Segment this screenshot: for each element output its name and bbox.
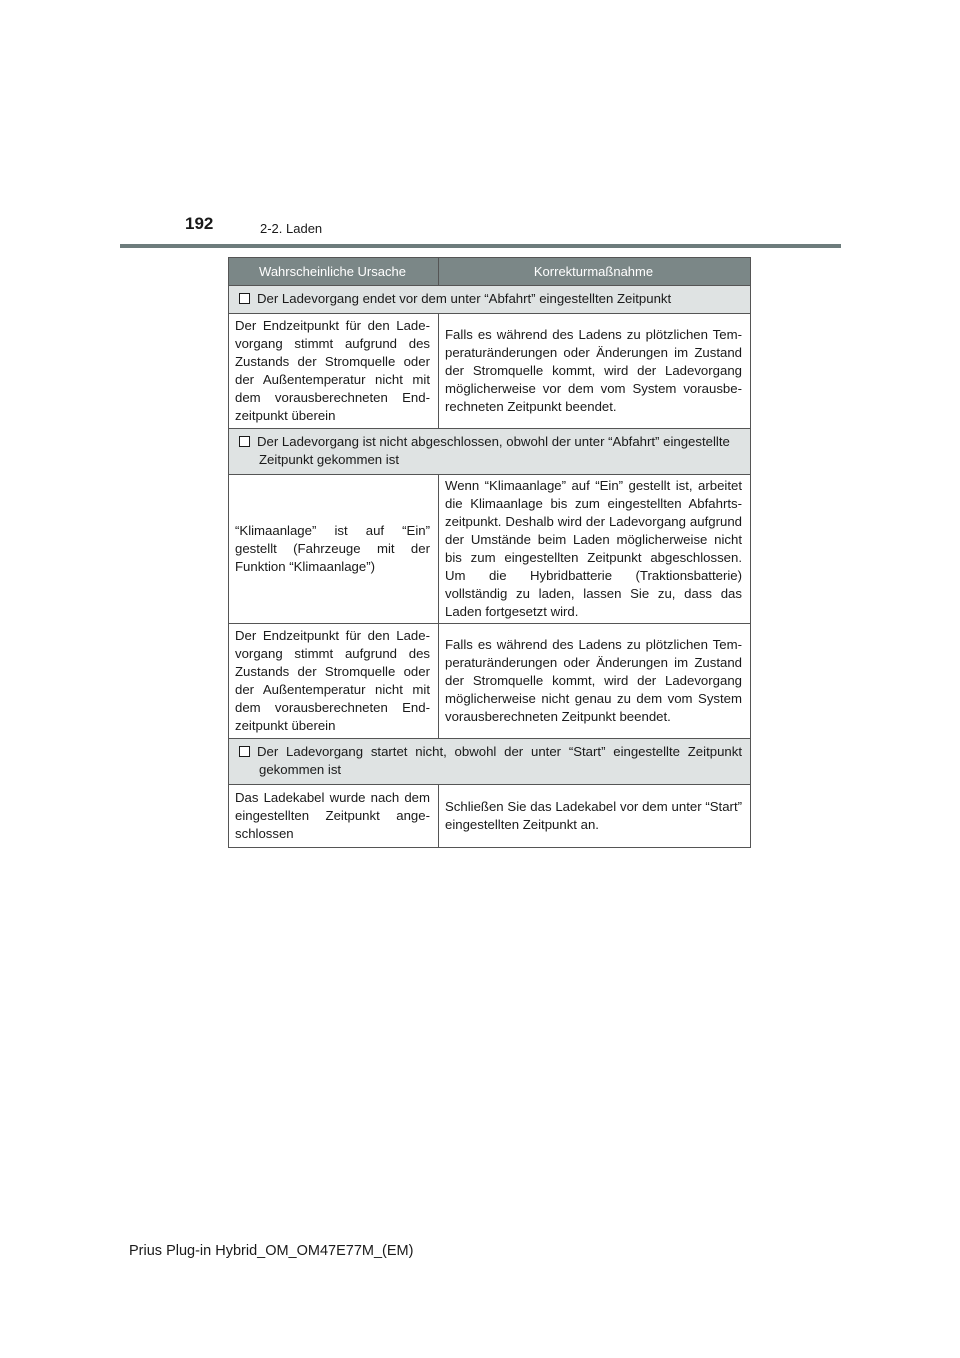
- remedy-cell: Falls es während des Ladens zu plötzlichen Temperaturänderungen oder Änderungen im Zustand der Stromquelle kommt, wird der Ladevorgang möglicherweise nicht genau zu dem vom System vorausberechneten Zeitpunkt beendet.: [439, 624, 751, 739]
- remedy-cell: Wenn “Klimaanlage” auf “Ein” gestellt ist, arbeitet die Klimaanlage bis zum eingestellten Abfahrtszeitpunkt. Deshalb wird der Ladevorgang aufgrund der Umstände beim Laden möglicherweise nicht bis zum eingestellten Zeitpunkt abgeschlossen. Um die Hybridbatterie (Traktionsbatterie) vollständig zu laden, lassen Sie zu, dass das Laden fortgesetzt wird.: [439, 475, 751, 624]
- table-row: [229, 314, 751, 429]
- group-row: [229, 286, 751, 314]
- footer-document-id: Prius Plug-in Hybrid_OM_OM47E77M_(EM): [129, 1243, 414, 1259]
- checkbox-bullet-icon: [239, 436, 250, 447]
- column-header-cause: Wahrscheinliche Ursache: [229, 258, 439, 286]
- cause-cell: Der Endzeitpunkt für den Ladevorgang stimmt aufgrund des Zustands der Stromquelle oder der Außentemperatur nicht mit dem vorausberechneten Endzeitpunkt überein: [229, 314, 439, 429]
- group-title: Der Ladevorgang ist nicht abgeschlossen, obwohl der unter “Abfahrt” eingestellte Zeitpunkt gekommen ist: [257, 434, 730, 467]
- table-row: [229, 785, 751, 848]
- page-number: 192: [185, 214, 214, 233]
- troubleshooting-table: [228, 257, 751, 848]
- group-title: Der Ladevorgang endet vor dem unter “Abfahrt” eingestellten Zeitpunkt: [257, 291, 672, 306]
- section-title: 2-2. Laden: [260, 221, 323, 236]
- checkbox-bullet-icon: [239, 746, 250, 757]
- cause-cell: “Klimaanlage” ist auf “Ein” gestellt (Fahrzeuge mit der Funktion “Klimaanlage”): [229, 475, 439, 624]
- table-row: [229, 624, 751, 739]
- group-row: [229, 429, 751, 475]
- group-row: [229, 739, 751, 785]
- header-rule: [120, 244, 841, 248]
- cause-cell: Der Endzeitpunkt für den Ladevorgang stimmt aufgrund des Zustands der Stromquelle oder der Außentemperatur nicht mit dem vorausberechneten Endzeitpunkt überein: [229, 624, 439, 739]
- column-header-remedy: Korrekturmaßnahme: [439, 258, 751, 286]
- cause-cell: Das Ladekabel wurde nach dem eingestellten Zeitpunkt angeschlossen: [229, 785, 439, 848]
- table-header-row: [229, 258, 751, 286]
- table-row: [229, 475, 751, 624]
- remedy-cell: Schließen Sie das Ladekabel vor dem unter “Start” eingestellten Zeitpunkt an.: [439, 785, 751, 848]
- remedy-cell: Falls es während des Ladens zu plötzlichen Temperaturänderungen oder Änderungen im Zustand der Stromquelle kommt, wird der Ladevorgang möglicherweise vor dem vom System vorausberechneten Zeitpunkt beendet.: [439, 314, 751, 429]
- group-title: Der Ladevorgang startet nicht, obwohl der unter “Start” eingestellte Zeitpunkt gekommen ist: [257, 744, 742, 777]
- checkbox-bullet-icon: [239, 293, 250, 304]
